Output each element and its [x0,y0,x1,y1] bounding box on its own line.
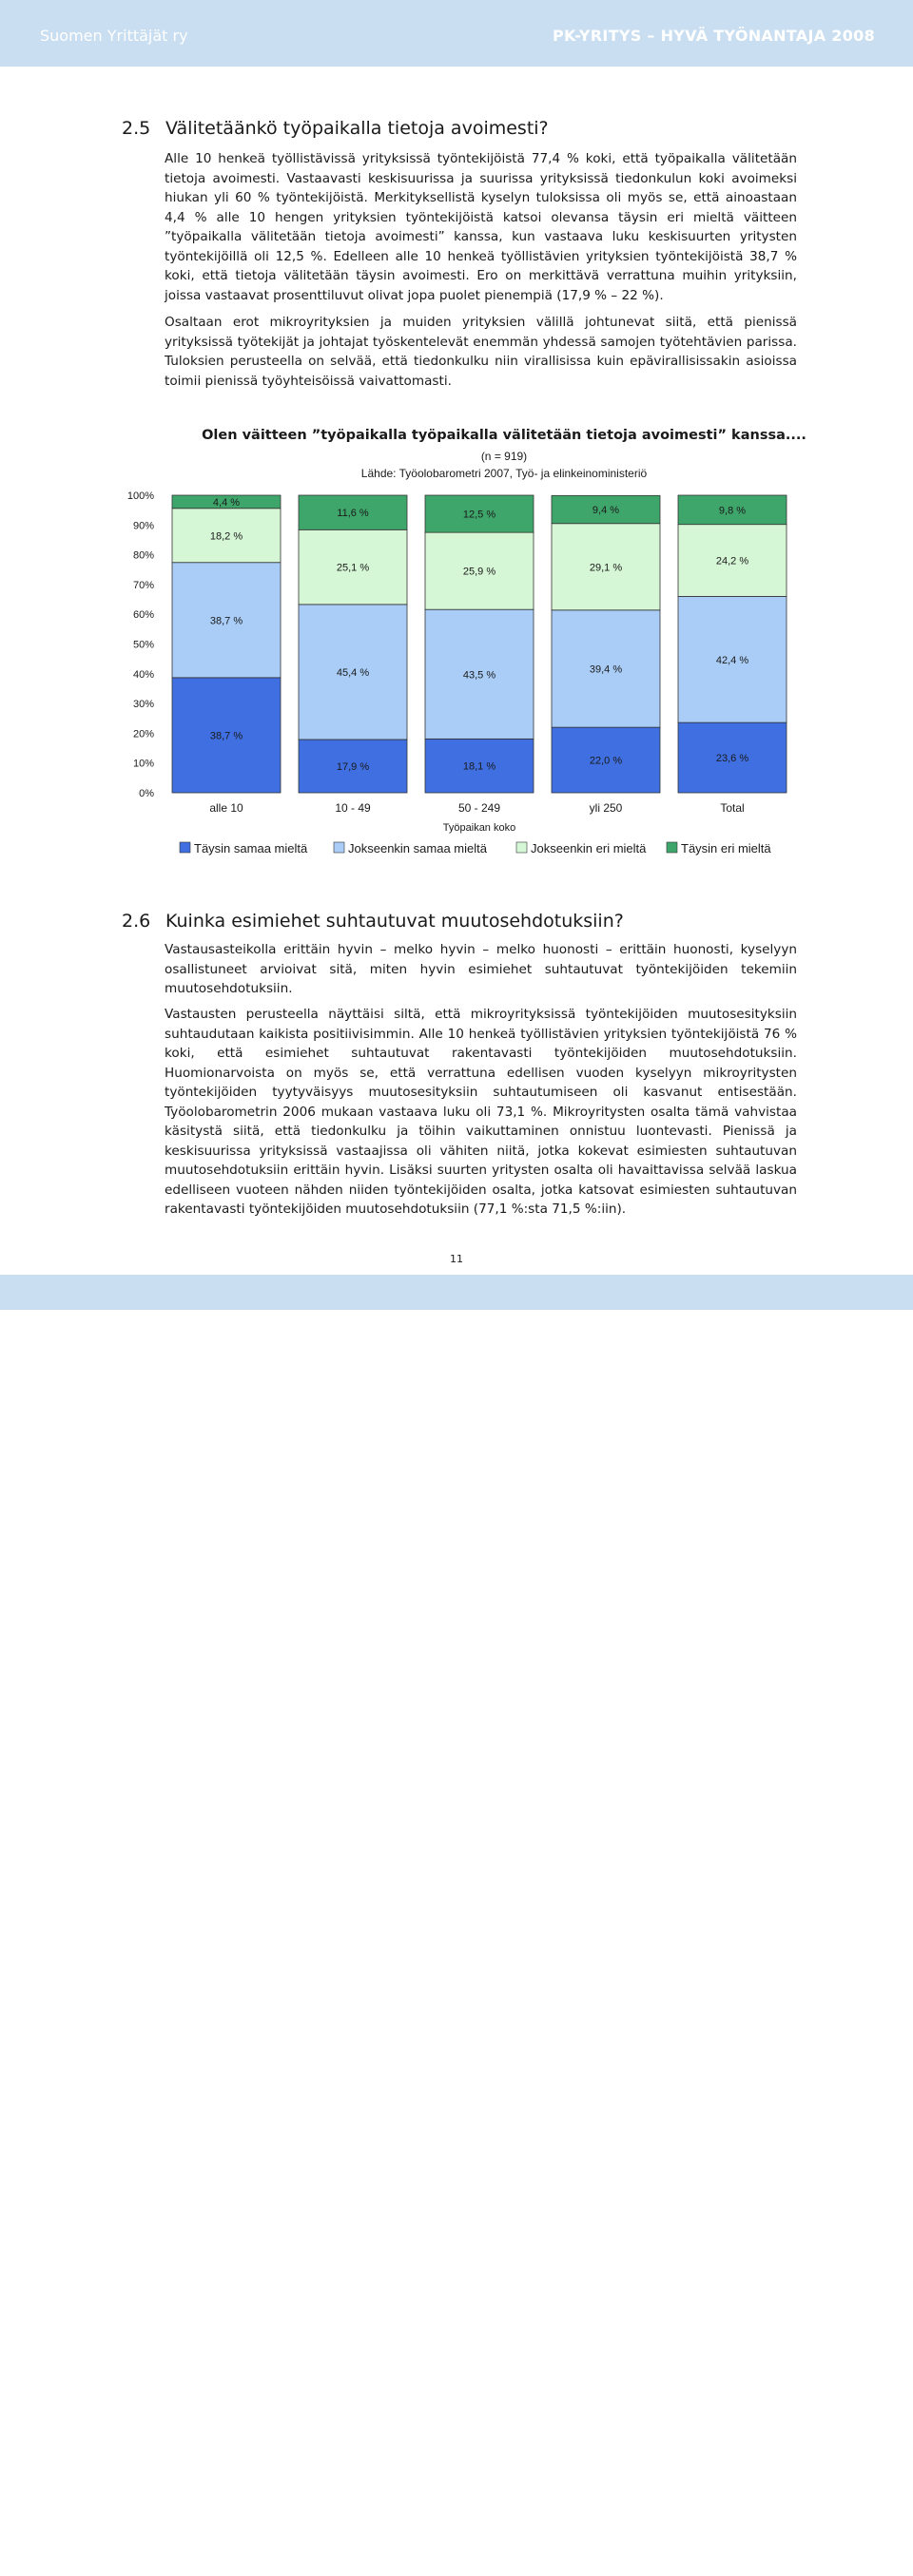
section-title: Kuinka esimiehet suhtautuvat muutosehdotuksiin? [165,911,624,932]
data-label: 9,4 % [592,505,620,517]
y-tick-label: 0% [139,788,154,799]
section-title: Välitetäänkö työpaikalla tietoja avoimesti? [165,118,549,139]
data-label: 22,0 % [589,755,623,767]
section-heading-2-5 [122,118,549,139]
paragraph-2-6-1: Vastausasteikolla erittäin hyvin – melko hyvin – melko huonosti – erittäin huonosti, kyselyyn osallistuneet arvioivat sitä, miten hyvin esimiehet suhtautuvat työntekijöiden tekemiin muutosehdotuksiin. [165,942,797,996]
legend-label: Täysin samaa mieltä [194,841,308,855]
section-number: 2.5 [122,118,151,139]
chart-title: Olen väitteen ”työpaikalla työpaikalla välitetään tietoja avoimesti” kanssa.... [202,428,806,443]
paragraph-2-6-2: Vastausten perusteella näyttäisi siltä, että mikroyrityksissä työntekijöiden muutosesityksiin suhtaudutaan kaikista positiivisimmin. Alle 10 henkeä työllistävien yrityksien työntekijöistä 76 % koki, että esimiehet suhtautuvat rakentavasti työntekijöiden muutosehdotuksiin. Huomionarvoista on myös se, että verrattuna edellisen vuoden kyselyyn mikroyritysten työntekijöiden tyytyväisyys muutosesityksiin suhtautumiseen oli kasvanut entisestään. Työolobarometrin 2006 mukaan vastaava luku oli 73,1 %. Mikroyritysten osalta tämä vahvistaa käsitystä siitä, että tiedonkulku ja töihin vaikuttaminen onnistuu luontevasti. Pienissä ja keskisuurissa yrityksissä vastaajissa oli vähiten niitä, jotka kokevat esimiesten suhtautuvan muutosehdotuksiin erittäin hyvin. Lisäksi suurten yritysten osalta oli havaittavissa selvää laskua edelliseen vuoteen nähden niiden työntekijöiden osalta, jotka katsovat esimiesten suhtautuvan rakentavasti työntekijöiden muutosehdotuksiin (77,1 %:sta 71,5 %:iin). [165,1007,797,1217]
section-heading-2-6 [122,911,624,932]
organization-name: Suomen Yrittäjät ry [40,27,188,45]
legend-swatch [334,842,344,853]
data-label: 38,7 % [209,730,243,742]
legend-label: Jokseenkin samaa mieltä [348,841,487,855]
data-label: 29,1 % [589,562,623,574]
x-tick-label: Total [720,801,745,815]
data-label: 25,1 % [336,562,370,574]
y-tick-label: 100% [126,490,154,502]
legend-label: Täysin eri mieltä [681,841,771,855]
y-tick-label: 90% [132,520,154,532]
data-label: 18,1 % [462,760,496,773]
y-tick-label: 30% [132,699,154,711]
data-label: 24,2 % [715,555,749,567]
section-number: 2.6 [122,911,151,932]
chart-subtitle: (n = 919) [480,450,528,463]
y-tick-label: 70% [132,579,154,591]
x-tick-label: alle 10 [209,801,243,815]
page-header-band [0,0,913,67]
page-number: 11 [450,1253,463,1265]
legend-swatch [180,842,190,853]
legend-swatch [667,842,677,853]
data-label: 39,4 % [589,663,623,676]
data-label: 25,9 % [462,566,496,578]
data-label: 9,8 % [718,505,747,517]
page-footer-band [0,1275,913,2575]
data-label: 18,2 % [209,530,243,543]
data-label: 17,9 % [336,760,370,773]
y-tick-label: 20% [132,728,154,740]
data-label: 45,4 % [336,666,370,679]
data-label: 38,7 % [209,615,243,627]
data-label: 23,6 % [715,753,749,765]
paragraph-2-5-1: Alle 10 henkeä työllistävissä yrityksissä työntekijöistä 77,4 % koki, että työpaikalla välitetään tietoja avoimesti. Vastaavasti keskisuurissa ja suurissa yrityksissä tiedonkulun koki avoimeksi hiukan yli 60 % työntekijöistä. Merkityksellistä kyselyn tuloksissa oli myös se, että ainoastaan 4,4 % alle 10 hengen yrityksien työntekijöistä katsoi olevansa täysin eri mieltä väitteen ”työpaikalla välitetään tietoja avoimesti” kanssa, kun vastaava luku keskisuurten yritysten työntekijöillä oli 12,5 %. Edelleen alle 10 henkeä työllistävien yrityksien työntekijöistä 38,7 % koki, että tietoja välitetään täysin avoimesti. Ero on merkittävä verrattuna muihin yrityksiin, joissa vastaavat prosenttiluvut olivat jopa puolet pienempiä (17,9 % – 22 %). [165,151,797,303]
x-tick-label: 50 - 249 [457,801,501,815]
publication-title: PK-YRITYS – HYVÄ TYÖNANTAJA 2008 [552,27,875,45]
y-tick-label: 40% [132,668,154,681]
legend-label: Jokseenkin eri mieltä [531,841,647,855]
legend-swatch [516,842,527,853]
y-tick-label: 60% [132,609,154,622]
y-tick-label: 10% [132,758,154,770]
paragraph-2-5-2: Osaltaan erot mikroyrityksien ja muiden yrityksien välillä johtunevat siitä, että pienissä yrityksissä työtekijät ja johtajat työskentelevät enemmän yhdessä samojen työtehtävien parissa. Tuloksien perusteella on selvää, että tiedonkulku niin virallisissa kuin epävirallisissakin asioissa toimii pienissä työyhteisöissä vaivattomasti. [165,315,797,389]
stacked-bar-chart [0,485,913,865]
y-tick-label: 50% [132,639,154,651]
data-label: 4,4 % [212,496,241,509]
chart-source: Lähde: Työolobarometri 2007, Työ- ja elinkeinoministeriö [360,467,648,480]
x-tick-label: yli 250 [589,801,623,815]
x-axis-title: Työpaikan koko [442,822,516,834]
data-label: 43,5 % [462,669,496,682]
data-label: 42,4 % [715,654,749,666]
data-label: 11,6 % [337,508,369,520]
y-tick-label: 80% [132,549,154,562]
x-tick-label: 10 - 49 [335,801,371,815]
data-label: 12,5 % [462,509,496,521]
yrittajat-logo: yrittajat.fi [790,2554,871,2575]
